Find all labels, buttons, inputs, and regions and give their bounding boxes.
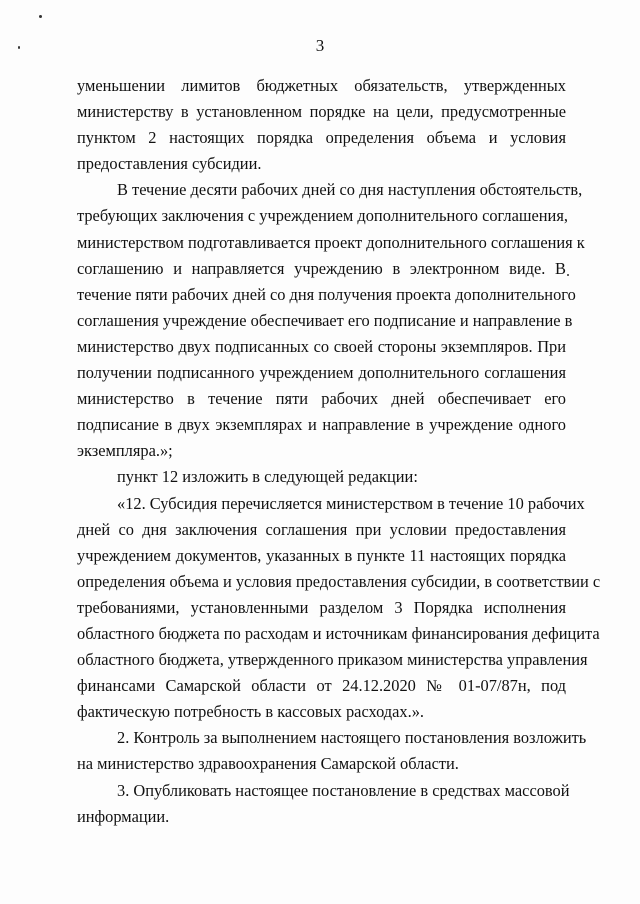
text-line: пункт 12 изложить в следующей редакции: (117, 467, 418, 487)
text-line: пунктом 2 настоящих порядка определения объема и условия (77, 128, 566, 148)
text-line: соглашению и направляется учреждению в электронном виде. В (77, 258, 566, 278)
text-line: В течение десяти рабочих дней со дня наступления обстоятельств, (117, 180, 583, 200)
text-line: 2. Контроль за выполнением настоящего постановления возложить (117, 728, 587, 748)
text-line: подписание в двух экземплярах и направление в учреждение одного (77, 415, 566, 435)
text-line: требованиями, установленными разделом 3 Порядка исполнения (77, 597, 566, 617)
scan-speck (39, 15, 42, 18)
text-line: министерству в установленном порядке на цели, предусмотренные (77, 102, 566, 122)
text-line: учреждением документов, указанных в пункте 11 настоящих порядка (77, 545, 566, 565)
text-line: получении подписанного учреждением дополнительного соглашения (77, 363, 566, 383)
paragraph (77, 73, 566, 177)
text-line: уменьшении лимитов бюджетных обязательств, утвержденных (77, 76, 566, 95)
paragraph (77, 177, 585, 464)
text-line: финансами Самарской области от 24.12.2020 № 01-07/87н, под (77, 676, 566, 696)
text-line: дней со дня заключения соглашения при условии предоставления (77, 519, 566, 539)
paragraph (77, 491, 601, 726)
scan-speck (567, 274, 569, 276)
text-line: областного бюджета, утвержденного приказом министерства управления (77, 650, 588, 670)
text-line: фактическую потребность в кассовых расходах.». (77, 702, 424, 722)
paragraph (77, 464, 566, 490)
text-line: течение пяти рабочих дней со дня получения проекта дополнительного (77, 284, 576, 304)
scan-speck (18, 46, 20, 49)
text-line: соглашения учреждение обеспечивает его подписание и направление в (77, 310, 573, 330)
paragraph (77, 725, 587, 777)
text-line: министерство двух подписанных со своей стороны экземпляров. При (77, 336, 566, 356)
text-line: на министерство здравоохранения Самарской области. (77, 754, 459, 774)
document-body (77, 73, 601, 830)
text-line: областного бюджета по расходам и источникам финансирования дефицита (77, 623, 600, 643)
text-line: определения объема и условия предоставления субсидии, в соответствии с (77, 571, 601, 591)
text-line: предоставления субсидии. (77, 154, 262, 174)
text-line: министерством подготавливается проект дополнительного соглашения к (77, 232, 585, 252)
text-line: экземпляра.»; (77, 441, 173, 461)
text-line: информации. (77, 806, 170, 826)
text-line: 3. Опубликовать настоящее постановление в средствах массовой (117, 780, 570, 800)
page-number: 3 (315, 36, 325, 55)
text-line: министерство в течение пяти рабочих дней обеспечивает его (77, 389, 566, 409)
paragraph (77, 778, 570, 830)
text-line: требующих заключения с учреждением дополнительного соглашения, (77, 206, 568, 226)
text-line: «12. Субсидия перечисляется министерством в течение 10 рабочих (117, 493, 585, 513)
